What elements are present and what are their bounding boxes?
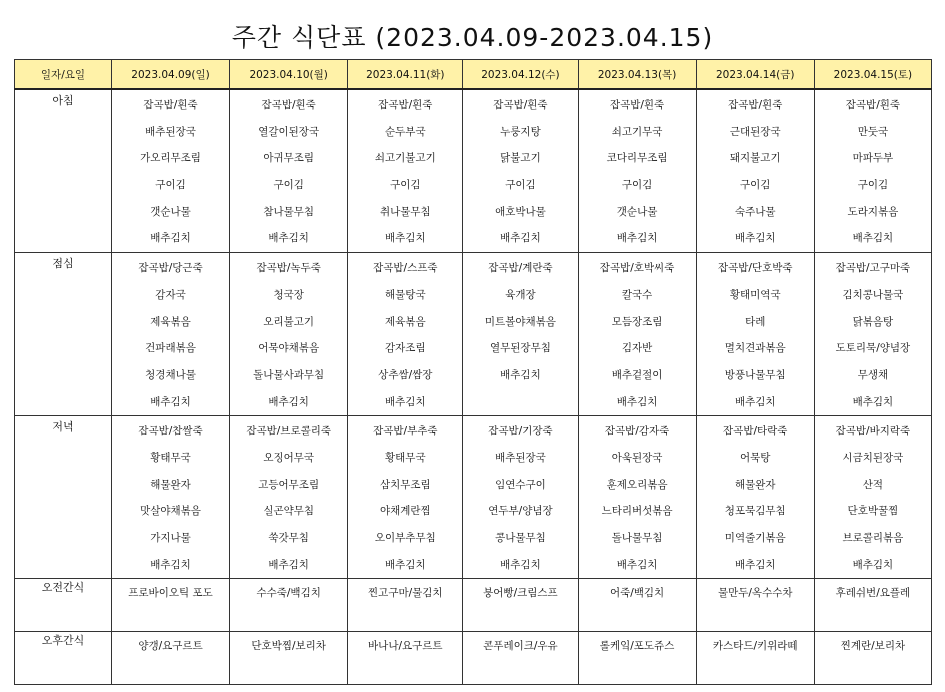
menu-cell-lunch-sun xyxy=(111,253,229,416)
menu-cell-lunch-sat xyxy=(814,253,931,416)
header-day-fri: 2023.04.14(금) xyxy=(696,60,814,90)
menu-item: 잡곡밥/감자죽 xyxy=(604,425,670,438)
menu-item: 미역줄기볶음 xyxy=(724,532,786,544)
menu-item: 맛살야채볶음 xyxy=(140,505,201,518)
menu-item: 황태무국 xyxy=(385,451,426,464)
menu-item: 양갱/요구르트 xyxy=(138,640,203,653)
menu-cell-morning-snack-mon xyxy=(230,579,348,632)
menu-item: 잡곡밥/흰죽 xyxy=(143,99,198,111)
header-corner: 일자/요일 xyxy=(15,60,112,90)
menu-item: 도라지볶음 xyxy=(847,205,899,218)
menu-cell-breakfast-fri xyxy=(696,89,814,253)
menu-cell-breakfast-thu xyxy=(578,89,696,253)
meal-row-dinner xyxy=(15,416,932,579)
menu-item: 잡곡밥/흰죽 xyxy=(728,99,783,111)
menu-item: 시금치된장국 xyxy=(842,451,904,464)
menu-cell-morning-snack-tue xyxy=(348,579,463,632)
menu-item: 아욱된장국 xyxy=(611,451,663,464)
menu-item: 오징어무국 xyxy=(263,451,315,464)
menu-item: 잡곡밥/바지락죽 xyxy=(835,425,911,438)
menu-cell-breakfast-sun xyxy=(111,89,229,253)
menu-cell-afternoon-snack-sun xyxy=(111,632,229,685)
menu-cell-dinner-sat xyxy=(814,416,931,579)
menu-item: 제육볶음 xyxy=(385,315,426,328)
menu-item: 배추김치 xyxy=(385,232,426,245)
menu-item: 구이김 xyxy=(857,179,889,192)
menu-item: 쇠고기무국 xyxy=(611,125,663,138)
menu-item: 느타리버섯볶음 xyxy=(601,505,673,518)
menu-item: 방풍나물무침 xyxy=(724,368,786,381)
menu-cell-morning-snack-sun xyxy=(111,579,229,632)
menu-item: 칼국수 xyxy=(621,288,653,301)
menu-item: 배추김치 xyxy=(734,232,776,245)
menu-item: 아귀무조림 xyxy=(263,152,315,165)
row-label-dinner: 저녁 xyxy=(15,416,112,579)
menu-item: 김자반 xyxy=(621,342,653,355)
menu-item: 배추겉절이 xyxy=(611,368,663,381)
meal-row-afternoon-snack xyxy=(15,632,932,685)
menu-cell-afternoon-snack-sat xyxy=(814,632,931,685)
menu-item: 잡곡밥/흰죽 xyxy=(845,99,901,111)
menu-item: 가지나물 xyxy=(150,532,191,544)
menu-item: 잡곡밥/흰죽 xyxy=(609,99,665,111)
row-label-afternoon-snack: 오후간식 xyxy=(15,632,112,685)
menu-item: 감자조림 xyxy=(385,342,426,355)
menu-item: 구이김 xyxy=(740,179,771,192)
menu-item: 닭불고기 xyxy=(500,152,541,165)
weekly-menu-table xyxy=(14,59,932,685)
menu-item: 후레쉬번/요플레 xyxy=(835,587,911,600)
menu-item: 만둣국 xyxy=(857,125,889,138)
menu-item xyxy=(463,389,577,416)
menu-item: 카스타드/키위라떼 xyxy=(712,640,798,653)
menu-item: 잡곡밥/고구마죽 xyxy=(835,262,911,275)
menu-item: 콩나물무침 xyxy=(495,532,546,544)
menu-item: 잡곡밥/흰죽 xyxy=(378,99,433,111)
menu-cell-lunch-tue xyxy=(348,253,463,416)
menu-cell-afternoon-snack-wed xyxy=(463,632,578,685)
menu-item: 오이부추무침 xyxy=(374,532,436,544)
menu-item: 잡곡밥/브로콜리죽 xyxy=(246,425,332,438)
menu-item: 단호박꿀찜 xyxy=(847,505,899,518)
menu-item: 숙주나물 xyxy=(734,205,776,218)
menu-item: 가오리무조림 xyxy=(140,152,201,165)
menu-item: 배추김치 xyxy=(852,395,894,408)
menu-cell-afternoon-snack-thu xyxy=(578,632,696,685)
menu-item: 산적 xyxy=(862,478,884,491)
menu-item: 잡곡밥/스프죽 xyxy=(373,262,438,275)
menu-cell-morning-snack-thu xyxy=(578,579,696,632)
menu-item: 배추김치 xyxy=(616,395,658,408)
menu-item: 바나나/요구르트 xyxy=(368,640,443,653)
menu-cell-breakfast-tue xyxy=(348,89,463,253)
menu-item: 콘푸레이크/우유 xyxy=(483,640,558,653)
menu-item: 야채계란찜 xyxy=(379,505,431,518)
menu-item: 배추김치 xyxy=(500,558,541,571)
menu-cell-lunch-mon xyxy=(230,253,348,416)
menu-item: 연두부/양념장 xyxy=(488,505,553,518)
menu-item: 청경채나물 xyxy=(145,368,196,381)
menu-cell-dinner-fri xyxy=(696,416,814,579)
menu-item: 무생채 xyxy=(857,368,889,381)
menu-item: 배추김치 xyxy=(150,232,191,245)
menu-item: 잡곡밥/당근죽 xyxy=(138,262,203,275)
menu-item: 갯순나물 xyxy=(616,205,658,218)
menu-item: 해물완자 xyxy=(734,478,776,491)
menu-cell-morning-snack-wed xyxy=(463,579,578,632)
menu-item: 배추김치 xyxy=(734,558,776,571)
meal-row-lunch xyxy=(15,253,932,416)
menu-item: 참나물무침 xyxy=(263,205,315,218)
menu-item: 롤케잌/포도쥬스 xyxy=(599,640,675,653)
menu-cell-lunch-wed xyxy=(463,253,578,416)
menu-item: 어묵탕 xyxy=(740,451,771,464)
menu-cell-breakfast-sat xyxy=(814,89,931,253)
menu-item: 잡곡밥/찹쌀죽 xyxy=(138,425,203,438)
menu-item: 배추김치 xyxy=(616,558,658,571)
menu-cell-breakfast-wed xyxy=(463,89,578,253)
menu-item: 찐계란/보리차 xyxy=(840,640,906,653)
menu-item: 잡곡밥/흰죽 xyxy=(261,99,316,111)
menu-item: 잡곡밥/단호박죽 xyxy=(717,262,793,275)
menu-item: 해물완자 xyxy=(150,478,191,491)
header-row xyxy=(15,60,932,90)
menu-item: 육개장 xyxy=(505,288,536,301)
menu-item: 제육볶음 xyxy=(150,315,191,328)
menu-item: 청포묵김무침 xyxy=(724,505,786,518)
menu-item: 잡곡밥/부추죽 xyxy=(373,425,438,438)
menu-item: 쇠고기불고기 xyxy=(374,152,436,165)
menu-item: 구이김 xyxy=(390,179,421,192)
menu-item: 임연수구이 xyxy=(495,478,546,491)
menu-item: 프로바이오틱 포도 xyxy=(128,587,213,600)
menu-cell-afternoon-snack-fri xyxy=(696,632,814,685)
menu-item: 실곤약무침 xyxy=(263,505,315,518)
menu-item: 훈제오리볶음 xyxy=(606,478,668,491)
menu-item: 열무된장무침 xyxy=(490,342,551,355)
menu-item: 잡곡밥/녹두죽 xyxy=(256,262,321,275)
menu-item: 배추김치 xyxy=(852,558,894,571)
menu-item: 취나물무침 xyxy=(379,205,431,218)
menu-item: 배추김치 xyxy=(268,558,309,571)
menu-item: 쑥갓무침 xyxy=(268,532,309,544)
header-day-thu: 2023.04.13(목) xyxy=(578,60,696,90)
menu-item: 애호박나물 xyxy=(495,205,546,218)
menu-item: 돌나물사과무침 xyxy=(253,368,325,381)
menu-item: 미트볼야채볶음 xyxy=(484,315,556,328)
menu-item: 상추쌈/쌈장 xyxy=(378,368,433,381)
menu-item: 잡곡밥/흰죽 xyxy=(493,99,548,111)
menu-item: 근대된장국 xyxy=(729,125,781,138)
menu-item: 배추김치 xyxy=(616,232,658,245)
menu-item: 건파래볶음 xyxy=(145,342,196,355)
menu-item: 닭볶음탕 xyxy=(852,315,894,328)
header-day-mon: 2023.04.10(월) xyxy=(230,60,348,90)
menu-item: 순두부국 xyxy=(385,125,426,138)
menu-cell-lunch-fri xyxy=(696,253,814,416)
menu-item: 구이김 xyxy=(155,179,186,192)
menu-cell-dinner-sun xyxy=(111,416,229,579)
menu-item: 돼지불고기 xyxy=(729,152,781,165)
page-title: 주간 식단표 (2023.04.09-2023.04.15) xyxy=(231,23,714,52)
menu-item: 배추김치 xyxy=(500,368,541,381)
row-label-lunch: 점심 xyxy=(15,253,112,416)
menu-item: 단호박찜/보리차 xyxy=(251,640,326,653)
menu-item: 고등어무조림 xyxy=(258,478,320,491)
menu-item: 어묵야채볶음 xyxy=(258,342,320,355)
menu-item: 구이김 xyxy=(273,179,304,192)
menu-cell-dinner-thu xyxy=(578,416,696,579)
menu-item: 마파두부 xyxy=(852,152,894,165)
row-label-morning-snack: 오전간식 xyxy=(15,579,112,632)
header-day-sun: 2023.04.09(일) xyxy=(111,60,229,90)
menu-cell-dinner-wed xyxy=(463,416,578,579)
menu-item: 잡곡밥/계란죽 xyxy=(488,262,553,275)
menu-item: 배추김치 xyxy=(150,395,191,408)
header-day-tue: 2023.04.11(화) xyxy=(348,60,463,90)
menu-item: 찐고구마/물김치 xyxy=(368,587,443,600)
menu-item: 멸치견과볶음 xyxy=(724,342,786,355)
row-label-breakfast: 아침 xyxy=(15,89,112,253)
menu-item: 해물탕국 xyxy=(385,288,426,301)
meal-row-morning-snack xyxy=(15,579,932,632)
menu-cell-breakfast-mon xyxy=(230,89,348,253)
menu-item: 배추김치 xyxy=(385,558,426,571)
menu-item: 코다리무조림 xyxy=(606,152,668,165)
menu-item: 배추김치 xyxy=(734,395,776,408)
menu-item: 잡곡밥/타락죽 xyxy=(723,425,788,438)
menu-item: 오리불고기 xyxy=(263,315,315,328)
menu-item: 모듬장조림 xyxy=(611,315,663,328)
menu-item: 도토리묵/양념장 xyxy=(835,342,911,355)
header-day-sat: 2023.04.15(토) xyxy=(814,60,931,90)
menu-item: 삼치무조림 xyxy=(379,478,431,491)
menu-item: 배추김치 xyxy=(150,558,191,571)
menu-item: 감자국 xyxy=(155,288,186,301)
menu-cell-lunch-thu xyxy=(578,253,696,416)
menu-item: 잡곡밥/기장죽 xyxy=(488,425,553,438)
menu-item: 배추김치 xyxy=(268,395,309,408)
menu-item: 배추된장국 xyxy=(495,451,546,464)
menu-item: 황태무국 xyxy=(150,451,191,464)
header-day-wed: 2023.04.12(수) xyxy=(463,60,578,90)
menu-cell-afternoon-snack-mon xyxy=(230,632,348,685)
menu-cell-dinner-tue xyxy=(348,416,463,579)
meal-row-breakfast xyxy=(15,89,932,253)
menu-item: 수수죽/백김치 xyxy=(256,587,321,600)
menu-item: 배추김치 xyxy=(385,395,426,408)
menu-item: 배추김치 xyxy=(268,232,309,245)
menu-item: 어죽/백김치 xyxy=(609,587,665,600)
menu-item: 잡곡밥/호박씨죽 xyxy=(599,262,675,275)
menu-item: 누룽지탕 xyxy=(500,125,541,138)
menu-cell-afternoon-snack-tue xyxy=(348,632,463,685)
menu-item: 청국장 xyxy=(273,288,304,301)
menu-item: 배추된장국 xyxy=(145,125,196,138)
menu-item: 김치콩나물국 xyxy=(842,288,904,301)
menu-item: 배추김치 xyxy=(500,232,541,245)
menu-cell-morning-snack-sat xyxy=(814,579,931,632)
menu-item: 물만두/옥수수차 xyxy=(717,587,793,600)
menu-item: 열갈이된장국 xyxy=(258,125,320,138)
menu-cell-morning-snack-fri xyxy=(696,579,814,632)
menu-item: 붕어빵/크림스프 xyxy=(483,587,558,600)
menu-cell-dinner-mon xyxy=(230,416,348,579)
menu-item: 브로콜리볶음 xyxy=(842,532,904,544)
menu-item: 황태미역국 xyxy=(729,288,781,301)
menu-item: 구이김 xyxy=(621,179,653,192)
menu-item: 배추김치 xyxy=(852,232,894,245)
menu-item: 갯순나물 xyxy=(150,205,191,218)
menu-item: 구이김 xyxy=(505,179,536,192)
menu-item: 타레 xyxy=(745,315,766,328)
menu-item: 돌나물무침 xyxy=(611,532,663,544)
